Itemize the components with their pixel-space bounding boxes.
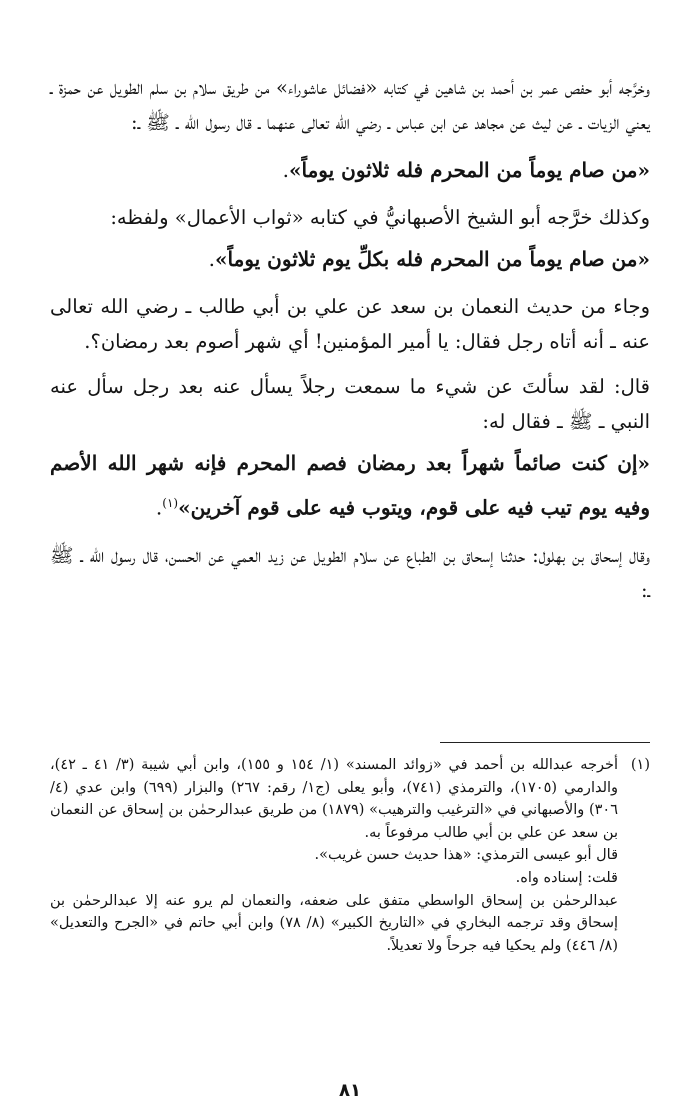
footnote-reference[interactable]: (١) <box>162 496 179 510</box>
hadith-quote-2-text: «من صام يوماً من المحرم فله بكلِّ يوم ثلاثون يوماً» <box>215 247 650 271</box>
footnote-isnad-verdict: قلت: إسناده واه. <box>515 869 618 886</box>
footnote-narrator-notes: عبدالرحمٰن بن إسحاق الواسطي متفق على ضعفه، والنعمان لم يرو عنه إلا عبدالرحمٰن بن إسحاق وقد ترجمه البخاري في «التاريخ الكبير» (٨/ ٧٨) وابن أبي حاتم في «الجرح والتعديل» (٨/ ٤٤٦) ولم يحكيا فيه جرحاً ولا تعديلاً. <box>50 892 619 954</box>
footnote-tirmidhi-verdict: قال أبو عيسى الترمذي: «هذا حديث حسن غريب». <box>314 847 618 864</box>
footnote-number: (١) <box>630 757 650 773</box>
page-number: ٨١ <box>339 1080 361 1101</box>
hadith-quote-2-end: . <box>208 247 216 271</box>
paragraph-ibn-shahin: وخرَّجه أبو حفص عمر بن أحمد بن شاهين في كتابه «فضائل عاشوراء» من طريق سلام بن سلم الطويل عن حمزة ـ يعني الزيات ـ عن ليث عن مجاهد عن ابن عباس ـ رضي الله تعالى عنهما ـ قال رسول الله ـ ﷺ ـ: <box>50 76 650 134</box>
hadith-quote-1-text: «من صام يوماً من المحرم فله ثلاثون يوماً» <box>288 158 650 182</box>
hadith-quote-3 <box>50 443 650 528</box>
paragraph-numan-hadith: وجاء من حديث النعمان بن سعد عن علي بن أبي طالب ـ رضي الله تعالى عنه ـ أنه أتاه رجل فقال: يا أمير المؤمنين! أي شهر أصوم بعد رمضان؟. <box>50 295 650 353</box>
hadith-quote-2 <box>50 239 650 279</box>
hadith-quote-1-end: . <box>282 158 289 182</box>
page-content <box>50 70 650 1101</box>
paragraph-abu-al-shaykh: وكذلك خرَّجه أبو الشيخ الأصبهانيُّ في كتابه «ثواب الأعمال» ولفظه: <box>110 206 650 229</box>
footnote-separator <box>440 742 650 743</box>
footnote-takhrij: أخرجه عبدالله بن أحمد في «زوائد المسند» (١/ ١٥٤ و ١٥٥)، وابن أبي شيبة (٣/ ٤١ ـ ٤٢)، والدارمي (١٧٠٥)، والترمذي (٧٤١)، وأبو يعلى (ج١/ رقم: ٢٦٧) والبزار (٦٩٩) وابن عدي (٤/ ٣٠٦) والأصبهاني في «الترغيب والترهيب» (١٨٧٩) من طريق عبدالرحمٰن بن إسحاق عن النعمان بن سعد عن علي بن أبي طالب مرفوعاً به. <box>50 757 619 841</box>
hadith-quote-1 <box>50 150 650 190</box>
paragraph-ishaq-bahlul: وقال إسحاق بن بهلول: حدثنا إسحاق بن الطباع عن سلام الطويل عن زيد العمي عن الحسن، قال رسول الله ـ ﷺ ـ: <box>50 543 650 602</box>
footnote-1 <box>50 754 650 957</box>
hadith-quote-3-end: . <box>155 495 163 520</box>
footnote-body <box>50 754 618 957</box>
paragraph-ali-answer: قال: لقد سألتَ عن شيء ما سمعت رجلاً يسأل عنه بعد رجل سأل عنه النبي ـ ﷺ ـ فقال له: <box>50 375 650 433</box>
footnotes <box>50 754 650 957</box>
hadith-quote-3-text: «إن كنت صائماً شهراً بعد رمضان فصم المحرم فإنه شهر الله الأصم وفيه يوم تيب فيه على قوم، ويتوب فيه على قوم آخرين» <box>50 451 650 520</box>
